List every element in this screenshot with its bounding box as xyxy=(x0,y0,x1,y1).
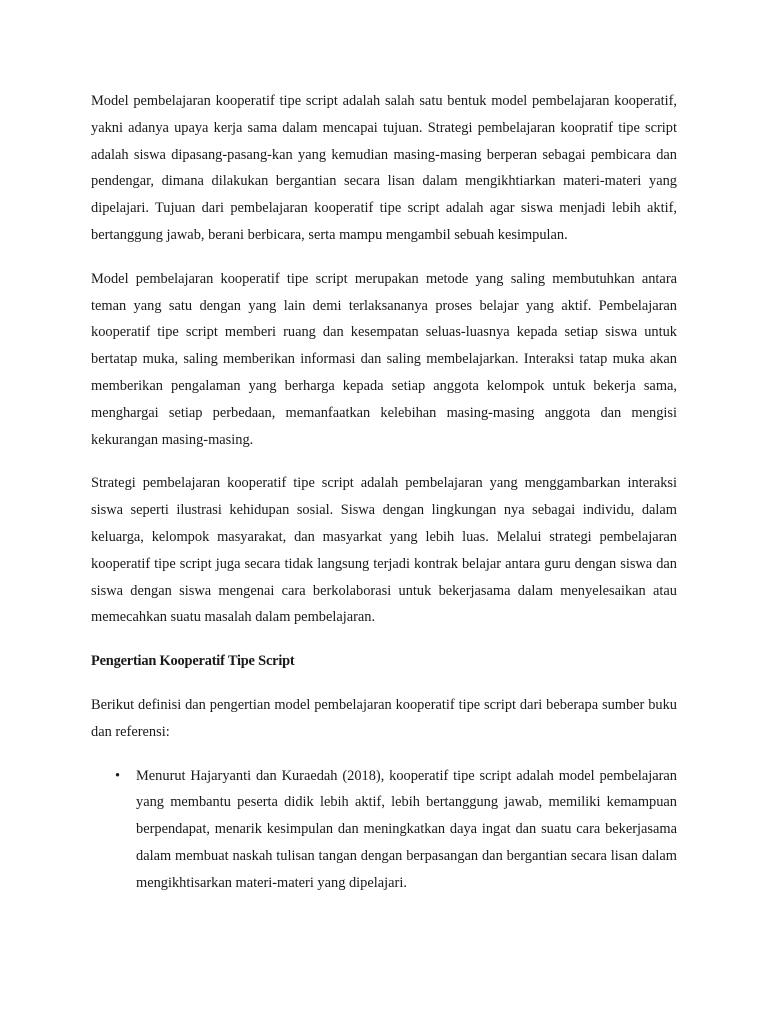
bullet-icon: • xyxy=(115,767,121,784)
paragraph-3: Strategi pembelajaran kooperatif tipe script adalah pembelajaran yang menggambarkan interaksi siswa seperti ilustrasi kehidupan sosial. Siswa dengan lingkungan nya sebagai individu, dalam keluarga, kelompok masyarakat, dan masyarkat yang lebih luas. Melalui strategi pembelajaran kooperatif tipe script juga secara tidak langsung terjadi kontrak belajar antara guru dengan siswa dan siswa dengan siswa mengenai cara berkolaborasi untuk bekerjasama dalam menyelesaikan atau memecahkan suatu masalah dalam pembelajaran. xyxy=(91,475,677,626)
bullet-list xyxy=(91,763,677,897)
paragraph-2: Model pembelajaran kooperatif tipe script merupakan metode yang saling membutuhkan antara teman yang satu dengan yang lain demi terlaksananya proses belajar yang aktif. Pembelajaran kooperatif tipe script memberi ruang dan kesempatan seluas-luasnya kepada setiap siswa untuk bertatap muka, saling memberikan informasi dan saling membelajarkan. Interaksi tatap muka akan memberikan pengalaman yang berharga kepada setiap anggota kelompok untuk bekerja sama, menghargai setiap perbedaan, memanfaatkan kelebihan masing-masing anggota dan mengisi kekurangan masing-masing. xyxy=(91,270,677,448)
list-item xyxy=(91,763,677,897)
list-item-text: Menurut Hajaryanti dan Kuraedah (2018), kooperatif tipe script adalah model pembelajaran yang membantu peserta didik lebih aktif, lebih bertanggung jawab, memiliki kemampuan berpendapat, menarik kesimpulan dan meningkatkan daya ingat dan suatu cara bekerjasama dalam membuat naskah tulisan tangan dengan berpasangan dan bergantian secara lisan dalam mengikhtisarkan materi-materi yang dipelajari. xyxy=(136,767,677,891)
paragraph-1: Model pembelajaran kooperatif tipe script adalah salah satu bentuk model pembelajaran kooperatif, yakni adanya upaya kerja sama dalam mencapai tujuan. Strategi pembelajaran koopratif tipe script adalah siswa dipasang-pasang-kan yang kemudian masing-masing berperan sebagai pembicara dan pendengar, dimana dilakukan bergantian secara lisan dalam mengikhtiarkan materi-materi yang dipelajari. Tujuan dari pembelajaran kooperatif tipe script adalah agar siswa menjadi lebih aktif, bertanggung jawab, berani berbicara, serta mampu mengambil sebuah kesimpulan. xyxy=(91,93,677,243)
document-page xyxy=(91,88,677,897)
intro-paragraph: Berikut definisi dan pengertian model pembelajaran kooperatif tipe script dari beberapa sumber buku dan referensi: xyxy=(91,696,677,740)
section-heading: Pengertian Kooperatif Tipe Script xyxy=(91,653,295,670)
